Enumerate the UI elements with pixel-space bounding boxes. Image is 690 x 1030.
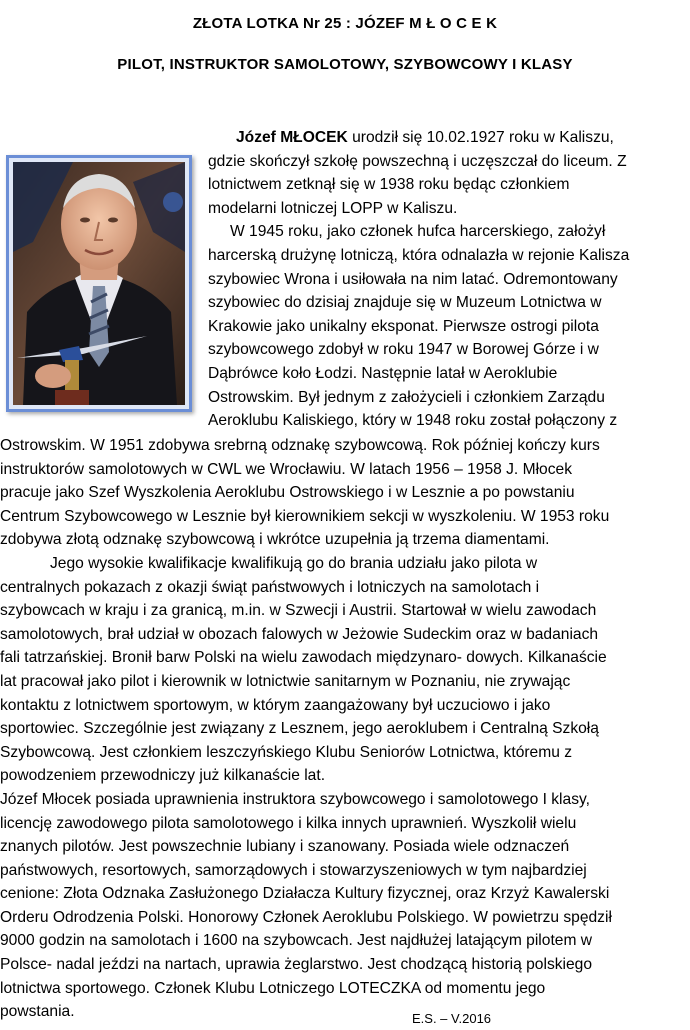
text-line: szybowcach w kraju i za granicą, m.in. w Szwecji i Austrii. Startował w wielu zawodach: [0, 602, 597, 620]
text-line: Ostrowskim. W 1951 zdobywa srebrną odznakę szybowcową. Rok później kończy kurs: [0, 437, 600, 454]
text-line: 9000 godzin na samolotach i 1600 na szybowcach. Jest najdłużej latającym pilotem w: [0, 932, 593, 950]
page-subtitle: PILOT, INSTRUKTOR SAMOLOTOWY, SZYBOWCOWY I KLASY: [117, 56, 573, 73]
text-line: centralnych pokazach z okazji świąt państwowych i lotniczych na samolotach i: [0, 578, 540, 596]
text-line: lotnictwa sportowego. Członek Klubu Lotniczego LOTECZKA od momentu jego: [0, 979, 546, 997]
text-line: Szybowcową. Jest członkiem leszczyńskiego Klubu Seniorów Lotnictwa, któremu z: [0, 743, 573, 761]
text-line: lotnictwem zetknął się w 1938 roku będąc członkiem: [208, 176, 570, 194]
text-line: pracuje jako Szef Wyszkolenia Aeroklubu Ostrowskiego i w Lesznie a po powstaniu: [0, 484, 575, 502]
text-line: Centrum Szybowcowego w Lesznie był kierownikiem sekcji w wyszkoleniu. W 1953 roku: [0, 507, 610, 525]
text-line: znanych pilotów. Jest powszechnie lubiany i szanowany. Posiada wiele odznaczeń: [0, 838, 570, 856]
text-line: szybowcowego zdobył w roku 1947 w Borowej Górze i w: [208, 341, 599, 359]
text-line: Orderu Odrodzenia Polski. Honorowy Członek Aeroklubu Polskiego. W powietrzu spędził: [0, 908, 612, 926]
text-line: powodzeniem przewodniczy już kilkanaście lat.: [0, 767, 326, 785]
text-line: gdzie skończył szkołę powszechną i uczęszczał do liceum. Z: [208, 152, 627, 170]
intro-line-1-text: urodził się 10.02.1927 roku w Kaliszu,: [347, 129, 614, 146]
text-line: cenione: Złota Odznaka Zasłużonego Działacza Kultury fizycznej, oraz Krzyż Kawalerski: [0, 885, 610, 903]
text-line: W 1945 roku, jako członek hufca harcerskiego, założył: [230, 223, 606, 241]
text-line: Jego wysokie kwalifikacje kwalifikują go do brania udziału jako pilota w: [50, 554, 538, 572]
text-line: lat pracował jako pilot i kierownik w lotnictwie sanitarnym w Poznaniu, nie zrywając: [0, 672, 571, 690]
text-line: Polsce- nadal jeździ na nartach, uprawia żeglarstwo. Jest chodzącą historią polskiego: [0, 956, 593, 974]
text-line: sportowiec. Szczególnie jest związany z Lesznem, jego aeroklubem i Centralną Szkołą: [0, 720, 599, 738]
signature: E.S. – V.2016: [412, 1011, 492, 1026]
portrait-image: [13, 162, 185, 405]
text-line: państwowych, resortowych, samorządowych i stowarzyszeniowych w tym najbardziej: [0, 861, 587, 879]
text-line: powstania.: [0, 1003, 75, 1021]
text-line: Krakowie jako unikalny eksponat. Pierwsze ostrogi pilota: [208, 317, 599, 335]
intro-column: [208, 126, 686, 433]
text-line: szybowiec do dzisiaj znajduje się w Muzeum Lotnictwa w: [208, 294, 602, 312]
text-line: modelarni lotniczej LOPP w Kaliszu.: [208, 199, 458, 217]
text-line: harcerską drużynę lotniczą, która odnalazła w rejonie Kalisza: [208, 246, 630, 264]
person-name: Józef MŁOCEK: [236, 129, 348, 146]
text-line: samolotowych, brał udział w obozach falowych w Jeżowie Sudeckim oraz w badaniach: [0, 625, 599, 643]
page-title: ZŁOTA LOTKA Nr 25 : JÓZEF M Ł O C E K: [192, 15, 498, 32]
text-line: Józef Młocek posiada uprawnienia instruktora szybowcowego i samolotowego I klasy,: [0, 790, 590, 808]
text-line: fali tatrzańskiej. Bronił barw Polski na wielu zawodach międzynaro- dowych. Kilkanaście: [0, 649, 607, 667]
text-line: zdobywa złotą odznakę szybowcową i wkrótce uzupełnia ją trzema diamentami.: [0, 531, 550, 549]
text-line: Aeroklubu Kaliskiego, który w 1948 roku został połączony z: [208, 412, 618, 430]
text-line: Dąbrówce koło Łodzi. Następnie latał w Aeroklubie: [208, 364, 558, 382]
intro-line-1: [208, 126, 686, 150]
text-line: Ostrowskim. Był jednym z założycieli i członkiem Zarządu: [208, 388, 605, 406]
body-text: [0, 434, 690, 1024]
text-line: szybowiec Wrona i usiłowała na nim latać. Odremontowany: [208, 270, 618, 288]
portrait-photo: [6, 155, 192, 412]
text-line: licencję zawodowego pilota samolotowego i kilka innych uprawnień. Wyszkolił wielu: [0, 814, 577, 832]
text-line: kontaktu z lotnictwem sportowym, w którym zaangażowany był uczuciowo i jako: [0, 696, 551, 714]
text-line: instruktorów samolotowych w CWL we Wrocławiu. W latach 1956 – 1958 J. Młocek: [0, 460, 572, 478]
